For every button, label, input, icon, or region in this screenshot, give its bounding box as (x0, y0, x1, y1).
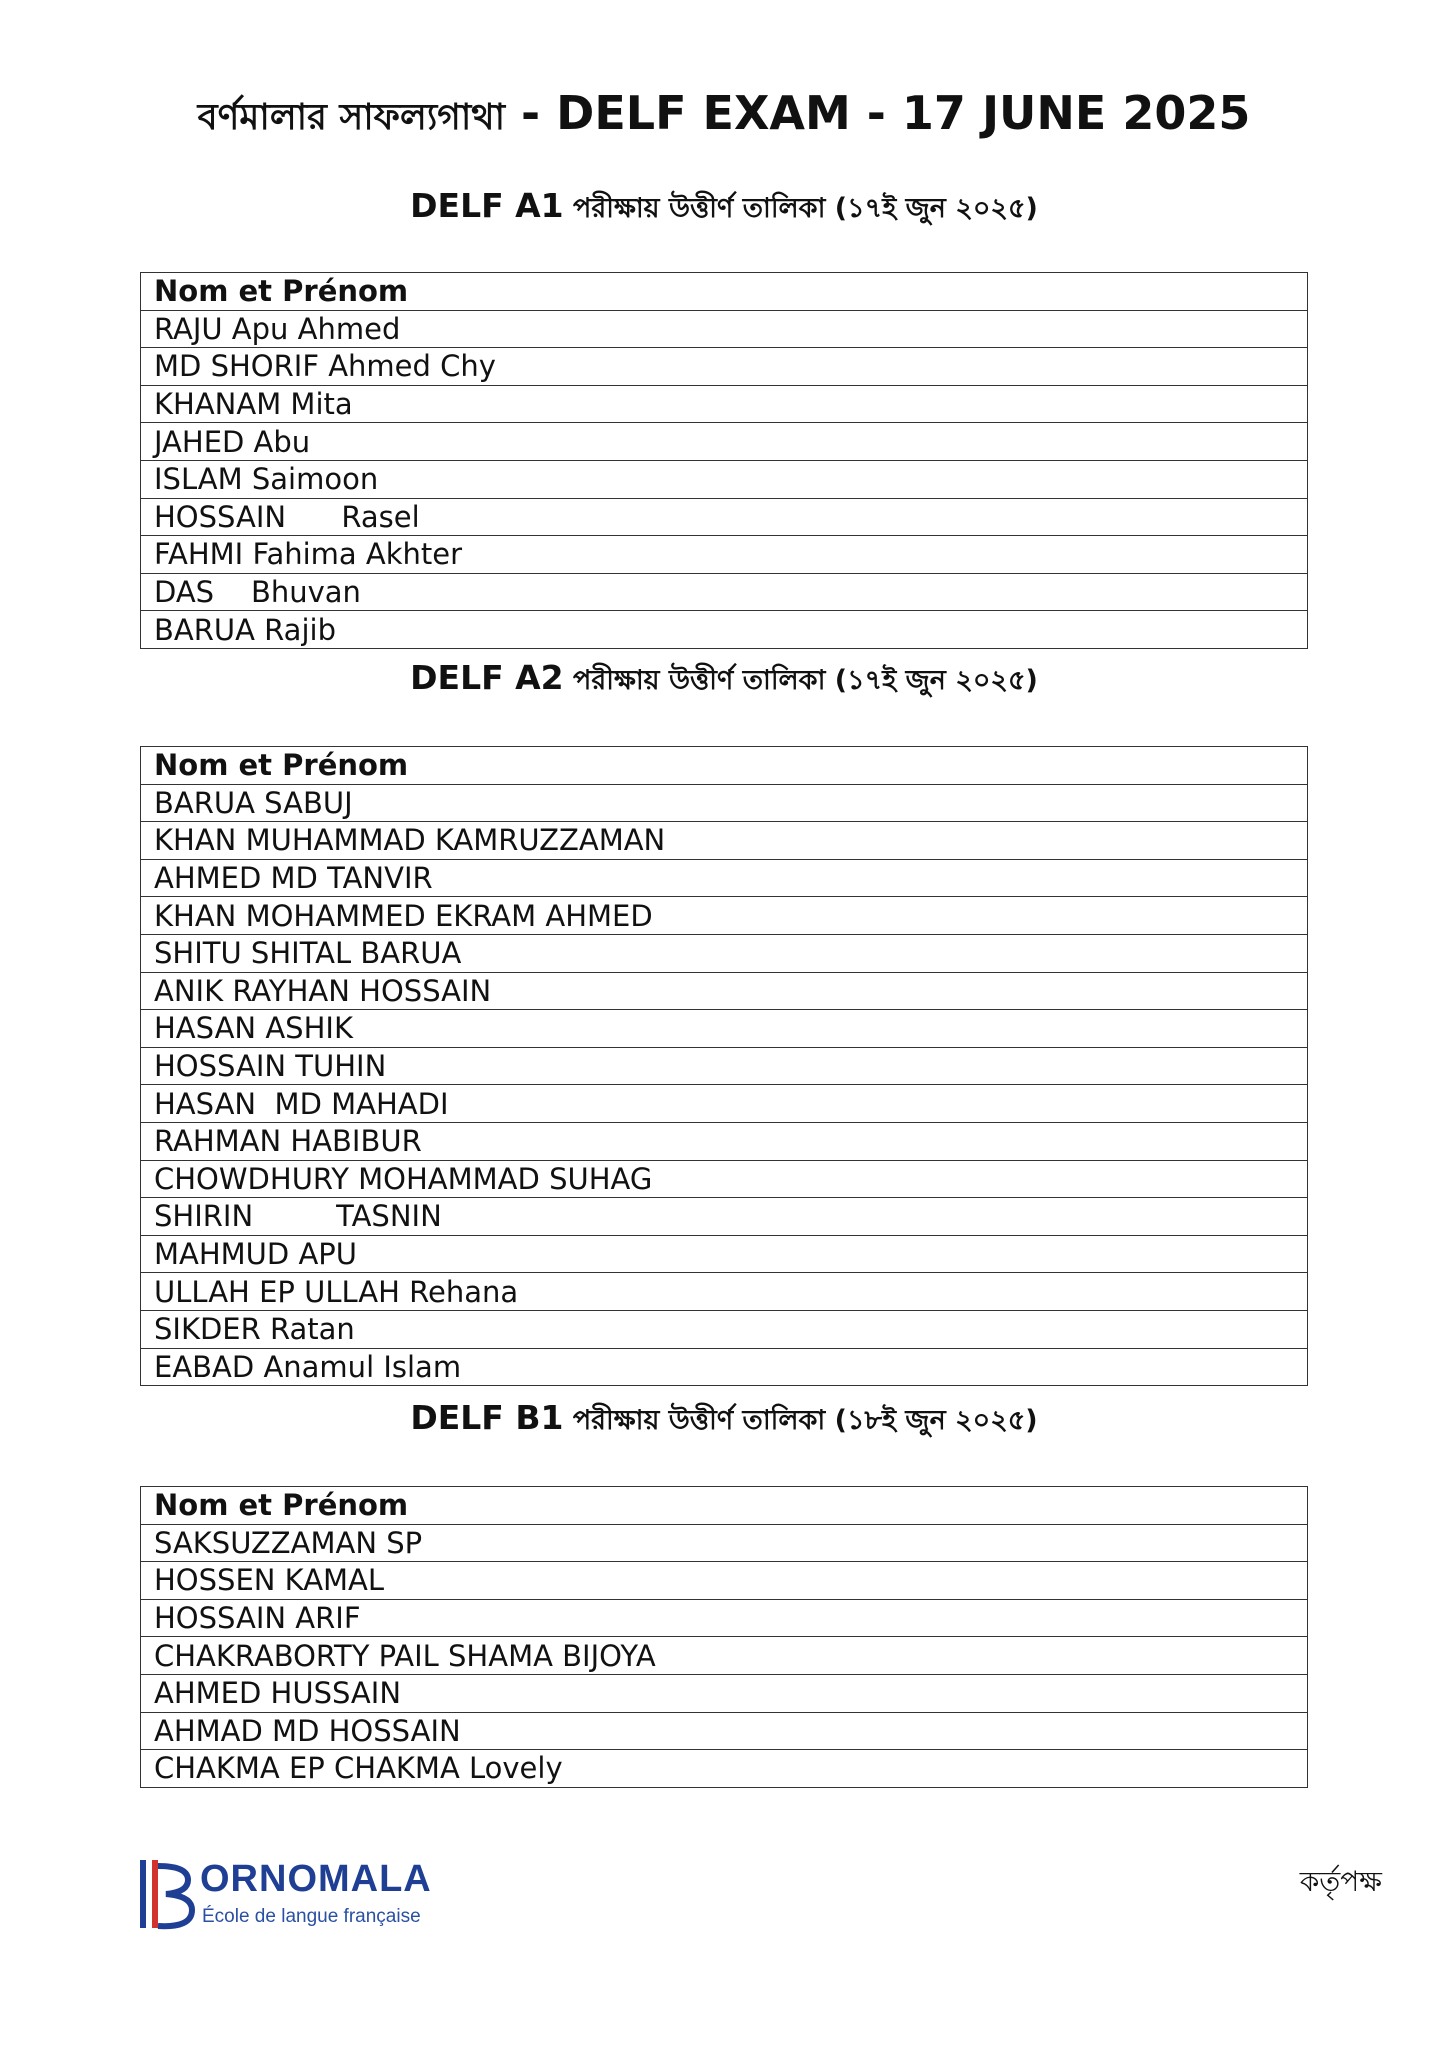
candidate-name: CHOWDHURY MOHAMMAD SUHAG (141, 1160, 1308, 1198)
candidate-name: JAHED Abu (141, 423, 1308, 461)
candidate-name: ANIK RAYHAN HOSSAIN (141, 972, 1308, 1010)
section-a1-subtitle: পরীক্ষায় উত্তীর্ণ তালিকা (১৭ই জুন ২০২৫) (563, 193, 1038, 224)
candidate-name: HOSSAIN Rasel (141, 498, 1308, 536)
table-row (141, 1599, 1308, 1637)
table-row (141, 1160, 1308, 1198)
section-a2-table (140, 746, 1308, 1386)
candidate-name: HASAN ASHIK (141, 1010, 1308, 1048)
section-b1-subtitle: পরীক্ষায় উত্তীর্ণ তালিকা (১৮ই জুন ২০২৫) (563, 1405, 1038, 1436)
table-row (141, 1198, 1308, 1236)
candidate-name: SAKSUZZAMAN SP (141, 1524, 1308, 1562)
table-row (141, 1348, 1308, 1386)
candidate-name: AHMED MD TANVIR (141, 859, 1308, 897)
section-a1-heading (0, 186, 1448, 233)
section-a2-subtitle: পরীক্ষায় উত্তীর্ণ তালিকা (১৭ই জুন ২০২৫) (563, 665, 1038, 696)
candidate-name: HOSSEN KAMAL (141, 1562, 1308, 1600)
section-a2-heading (0, 658, 1448, 705)
candidate-name: SHIRIN TASNIN (141, 1198, 1308, 1236)
column-header: Nom et Prénom (141, 1487, 1308, 1525)
candidate-name: KHANAM Mita (141, 385, 1308, 423)
candidate-name: SIKDER Ratan (141, 1310, 1308, 1348)
table-row (141, 822, 1308, 860)
candidate-name: RAJU Apu Ahmed (141, 310, 1308, 348)
section-a1-table (140, 272, 1308, 649)
table-row (141, 1524, 1308, 1562)
logo-brand-name: ORNOMALA (200, 1858, 432, 1900)
table-row (141, 460, 1308, 498)
page-title-bengali: বর্ণমালার সাফল্যগাথা (197, 97, 506, 138)
section-b1-heading (0, 1398, 1448, 1445)
candidate-name: KHAN MOHAMMED EKRAM AHMED (141, 897, 1308, 935)
table-row (141, 934, 1308, 972)
table-row (141, 897, 1308, 935)
table-row (141, 1085, 1308, 1123)
table-row (141, 423, 1308, 461)
candidate-name: FAHMI Fahima Akhter (141, 536, 1308, 574)
table-row (141, 1122, 1308, 1160)
candidate-name: SHITU SHITAL BARUA (141, 934, 1308, 972)
table-row (141, 310, 1308, 348)
bornomala-logo (138, 1858, 458, 1938)
candidate-name: ISLAM Saimoon (141, 460, 1308, 498)
table-row (141, 1712, 1308, 1750)
candidate-name: CHAKMA EP CHAKMA Lovely (141, 1750, 1308, 1788)
candidate-name: EABAD Anamul Islam (141, 1348, 1308, 1386)
table-header-row (141, 273, 1308, 311)
table-row (141, 1273, 1308, 1311)
candidate-name: MD SHORIF Ahmed Chy (141, 348, 1308, 386)
table-header-row (141, 1487, 1308, 1525)
table-row (141, 348, 1308, 386)
table-row (141, 536, 1308, 574)
section-a2-level: DELF A2 (410, 658, 564, 697)
table-row (141, 1750, 1308, 1788)
candidate-name: AHMED HUSSAIN (141, 1674, 1308, 1712)
candidate-name: HASAN MD MAHADI (141, 1085, 1308, 1123)
table-row (141, 1310, 1308, 1348)
page-title-english: - DELF EXAM - 17 JUNE 2025 (505, 86, 1251, 140)
authority-signature: কর্তৃপক্ষ (1299, 1865, 1382, 1898)
table-row (141, 1562, 1308, 1600)
table-row (141, 385, 1308, 423)
column-header: Nom et Prénom (141, 747, 1308, 785)
candidate-name: ULLAH EP ULLAH Rehana (141, 1273, 1308, 1311)
section-b1-level: DELF B1 (410, 1398, 564, 1437)
page-title (0, 86, 1448, 150)
table-row (141, 859, 1308, 897)
section-a1-level: DELF A1 (410, 186, 564, 225)
table-row (141, 1637, 1308, 1675)
candidate-name: CHAKRABORTY PAIL SHAMA BIJOYA (141, 1637, 1308, 1675)
candidate-name: DAS Bhuvan (141, 573, 1308, 611)
logo-mark-icon (138, 1858, 196, 1930)
table-row (141, 784, 1308, 822)
candidate-name: MAHMUD APU (141, 1235, 1308, 1273)
candidate-name: KHAN MUHAMMAD KAMRUZZAMAN (141, 822, 1308, 860)
table-row (141, 573, 1308, 611)
candidate-name: HOSSAIN TUHIN (141, 1047, 1308, 1085)
table-row (141, 1010, 1308, 1048)
candidate-name: BARUA SABUJ (141, 784, 1308, 822)
table-row (141, 1674, 1308, 1712)
table-row (141, 611, 1308, 649)
table-row (141, 972, 1308, 1010)
table-row (141, 1047, 1308, 1085)
table-row (141, 1235, 1308, 1273)
column-header: Nom et Prénom (141, 273, 1308, 311)
candidate-name: HOSSAIN ARIF (141, 1599, 1308, 1637)
section-b1-table (140, 1486, 1308, 1788)
table-row (141, 498, 1308, 536)
table-header-row (141, 747, 1308, 785)
candidate-name: BARUA Rajib (141, 611, 1308, 649)
candidate-name: RAHMAN HABIBUR (141, 1122, 1308, 1160)
logo-tagline: École de langue française (202, 1906, 421, 1927)
candidate-name: AHMAD MD HOSSAIN (141, 1712, 1308, 1750)
